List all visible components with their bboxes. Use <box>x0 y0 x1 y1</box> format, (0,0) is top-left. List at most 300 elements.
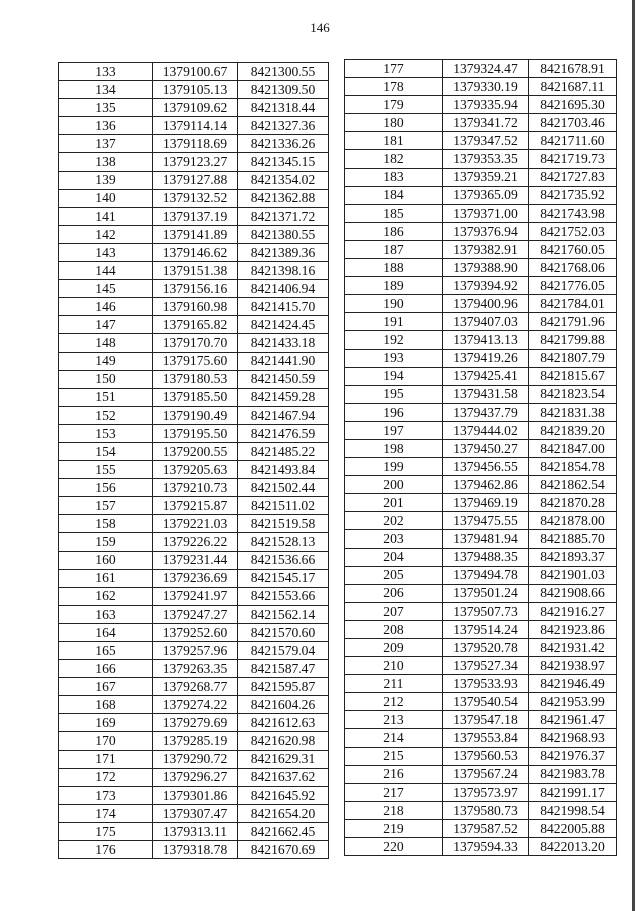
table-row <box>345 150 617 168</box>
table-row <box>345 204 617 222</box>
point-number-cell: 185 <box>345 204 443 222</box>
y-coordinate-cell: 8421502.44 <box>238 479 329 497</box>
table-row <box>59 479 329 497</box>
y-coordinate-cell: 8421862.54 <box>529 476 617 494</box>
point-number-cell: 152 <box>59 406 153 424</box>
table-row <box>345 765 617 783</box>
y-coordinate-cell: 8421459.28 <box>238 388 329 406</box>
point-number-cell: 183 <box>345 168 443 186</box>
table-row <box>345 711 617 729</box>
coordinates-table-left <box>58 62 329 859</box>
x-coordinate-cell: 1379444.02 <box>443 421 529 439</box>
table-row <box>345 639 617 657</box>
point-number-cell: 163 <box>59 605 153 623</box>
x-coordinate-cell: 1379285.19 <box>153 732 238 750</box>
x-coordinate-cell: 1379456.55 <box>443 458 529 476</box>
x-coordinate-cell: 1379307.47 <box>153 804 238 822</box>
y-coordinate-cell: 8421327.36 <box>238 117 329 135</box>
table-row <box>59 841 329 859</box>
x-coordinate-cell: 1379236.69 <box>153 569 238 587</box>
table-row <box>59 822 329 840</box>
table-row <box>59 189 329 207</box>
y-coordinate-cell: 8421968.93 <box>529 729 617 747</box>
y-coordinate-cell: 8421776.05 <box>529 277 617 295</box>
point-number-cell: 188 <box>345 259 443 277</box>
x-coordinate-cell: 1379252.60 <box>153 623 238 641</box>
point-number-cell: 209 <box>345 639 443 657</box>
point-number-cell: 162 <box>59 587 153 605</box>
x-coordinate-cell: 1379290.72 <box>153 750 238 768</box>
x-coordinate-cell: 1379257.96 <box>153 642 238 660</box>
y-coordinate-cell: 8421433.18 <box>238 334 329 352</box>
y-coordinate-cell: 8421511.02 <box>238 497 329 515</box>
point-number-cell: 154 <box>59 442 153 460</box>
y-coordinate-cell: 8421719.73 <box>529 150 617 168</box>
x-coordinate-cell: 1379501.24 <box>443 584 529 602</box>
table-row <box>59 63 329 81</box>
table-row <box>345 620 617 638</box>
x-coordinate-cell: 1379301.86 <box>153 786 238 804</box>
point-number-cell: 193 <box>345 349 443 367</box>
point-number-cell: 164 <box>59 623 153 641</box>
point-number-cell: 149 <box>59 352 153 370</box>
point-number-cell: 168 <box>59 696 153 714</box>
x-coordinate-cell: 1379533.93 <box>443 675 529 693</box>
x-coordinate-cell: 1379330.19 <box>443 78 529 96</box>
table-row <box>59 99 329 117</box>
x-coordinate-cell: 1379241.97 <box>153 587 238 605</box>
x-coordinate-cell: 1379118.69 <box>153 135 238 153</box>
y-coordinate-cell: 8421485.22 <box>238 442 329 460</box>
table-row <box>59 117 329 135</box>
point-number-cell: 157 <box>59 497 153 515</box>
table-row <box>345 277 617 295</box>
y-coordinate-cell: 8421545.17 <box>238 569 329 587</box>
y-coordinate-cell: 8421815.67 <box>529 367 617 385</box>
x-coordinate-cell: 1379419.26 <box>443 349 529 367</box>
x-coordinate-cell: 1379376.94 <box>443 222 529 240</box>
y-coordinate-cell: 8421839.20 <box>529 421 617 439</box>
y-coordinate-cell: 8421441.90 <box>238 352 329 370</box>
x-coordinate-cell: 1379274.22 <box>153 696 238 714</box>
table-row <box>345 421 617 439</box>
point-number-cell: 142 <box>59 225 153 243</box>
table-row <box>59 207 329 225</box>
point-number-cell: 137 <box>59 135 153 153</box>
x-coordinate-cell: 1379347.52 <box>443 132 529 150</box>
x-coordinate-cell: 1379469.19 <box>443 494 529 512</box>
table-row <box>59 243 329 261</box>
x-coordinate-cell: 1379488.35 <box>443 548 529 566</box>
point-number-cell: 143 <box>59 243 153 261</box>
x-coordinate-cell: 1379567.24 <box>443 765 529 783</box>
y-coordinate-cell: 8421743.98 <box>529 204 617 222</box>
x-coordinate-cell: 1379407.03 <box>443 313 529 331</box>
point-number-cell: 182 <box>345 150 443 168</box>
table-row <box>345 96 617 114</box>
y-coordinate-cell: 8422013.20 <box>529 838 617 856</box>
table-row <box>59 370 329 388</box>
x-coordinate-cell: 1379450.27 <box>443 439 529 457</box>
table-row <box>59 262 329 280</box>
point-number-cell: 175 <box>59 822 153 840</box>
y-coordinate-cell: 8421579.04 <box>238 642 329 660</box>
table-row <box>345 367 617 385</box>
table-row <box>59 406 329 424</box>
point-number-cell: 200 <box>345 476 443 494</box>
table-row <box>59 352 329 370</box>
table-row <box>59 551 329 569</box>
table-row <box>345 439 617 457</box>
point-number-cell: 194 <box>345 367 443 385</box>
point-number-cell: 147 <box>59 316 153 334</box>
table-row <box>345 114 617 132</box>
table-row <box>59 424 329 442</box>
x-coordinate-cell: 1379335.94 <box>443 96 529 114</box>
point-number-cell: 213 <box>345 711 443 729</box>
y-coordinate-cell: 8421847.00 <box>529 439 617 457</box>
point-number-cell: 133 <box>59 63 153 81</box>
y-coordinate-cell: 8421467.94 <box>238 406 329 424</box>
x-coordinate-cell: 1379205.63 <box>153 461 238 479</box>
point-number-cell: 138 <box>59 153 153 171</box>
x-coordinate-cell: 1379279.69 <box>153 714 238 732</box>
table-row <box>345 186 617 204</box>
point-number-cell: 195 <box>345 385 443 403</box>
point-number-cell: 180 <box>345 114 443 132</box>
x-coordinate-cell: 1379560.53 <box>443 747 529 765</box>
y-coordinate-cell: 8421923.86 <box>529 620 617 638</box>
y-coordinate-cell: 8421784.01 <box>529 295 617 313</box>
y-coordinate-cell: 8421536.66 <box>238 551 329 569</box>
x-coordinate-cell: 1379400.96 <box>443 295 529 313</box>
x-coordinate-cell: 1379185.50 <box>153 388 238 406</box>
y-coordinate-cell: 8421931.42 <box>529 639 617 657</box>
point-number-cell: 136 <box>59 117 153 135</box>
y-coordinate-cell: 8421371.72 <box>238 207 329 225</box>
x-coordinate-cell: 1379341.72 <box>443 114 529 132</box>
table-row <box>345 530 617 548</box>
y-coordinate-cell: 8421380.55 <box>238 225 329 243</box>
point-number-cell: 134 <box>59 81 153 99</box>
table-row <box>59 334 329 352</box>
table-row <box>59 280 329 298</box>
y-coordinate-cell: 8421953.99 <box>529 693 617 711</box>
table-row <box>345 512 617 530</box>
point-number-cell: 218 <box>345 801 443 819</box>
y-coordinate-cell: 8421916.27 <box>529 602 617 620</box>
table-row <box>59 442 329 460</box>
y-coordinate-cell: 8421562.14 <box>238 605 329 623</box>
point-number-cell: 210 <box>345 657 443 675</box>
x-coordinate-cell: 1379540.54 <box>443 693 529 711</box>
x-coordinate-cell: 1379359.21 <box>443 168 529 186</box>
x-coordinate-cell: 1379413.13 <box>443 331 529 349</box>
y-coordinate-cell: 8421961.47 <box>529 711 617 729</box>
table-row <box>345 403 617 421</box>
point-number-cell: 172 <box>59 768 153 786</box>
y-coordinate-cell: 8421645.92 <box>238 786 329 804</box>
point-number-cell: 148 <box>59 334 153 352</box>
table-row <box>59 660 329 678</box>
x-coordinate-cell: 1379353.35 <box>443 150 529 168</box>
y-coordinate-cell: 8421528.13 <box>238 533 329 551</box>
table-row <box>345 168 617 186</box>
table-row <box>59 81 329 99</box>
x-coordinate-cell: 1379507.73 <box>443 602 529 620</box>
x-coordinate-cell: 1379114.14 <box>153 117 238 135</box>
x-coordinate-cell: 1379200.55 <box>153 442 238 460</box>
table-row <box>59 316 329 334</box>
point-number-cell: 220 <box>345 838 443 856</box>
x-coordinate-cell: 1379437.79 <box>443 403 529 421</box>
table-row <box>59 768 329 786</box>
x-coordinate-cell: 1379580.73 <box>443 801 529 819</box>
point-number-cell: 201 <box>345 494 443 512</box>
table-row <box>59 605 329 623</box>
point-number-cell: 215 <box>345 747 443 765</box>
table-row <box>59 225 329 243</box>
x-coordinate-cell: 1379527.34 <box>443 657 529 675</box>
y-coordinate-cell: 8421854.78 <box>529 458 617 476</box>
scan-edge-line <box>632 0 635 911</box>
y-coordinate-cell: 8421823.54 <box>529 385 617 403</box>
table-row <box>59 461 329 479</box>
y-coordinate-cell: 8421570.60 <box>238 623 329 641</box>
point-number-cell: 155 <box>59 461 153 479</box>
table-row <box>345 331 617 349</box>
y-coordinate-cell: 8421893.37 <box>529 548 617 566</box>
table-row <box>345 584 617 602</box>
x-coordinate-cell: 1379594.33 <box>443 838 529 856</box>
point-number-cell: 202 <box>345 512 443 530</box>
point-number-cell: 177 <box>345 60 443 78</box>
x-coordinate-cell: 1379109.62 <box>153 99 238 117</box>
x-coordinate-cell: 1379296.27 <box>153 768 238 786</box>
y-coordinate-cell: 8421424.45 <box>238 316 329 334</box>
point-number-cell: 153 <box>59 424 153 442</box>
table-row <box>59 388 329 406</box>
x-coordinate-cell: 1379127.88 <box>153 171 238 189</box>
point-number-cell: 170 <box>59 732 153 750</box>
point-number-cell: 186 <box>345 222 443 240</box>
x-coordinate-cell: 1379146.62 <box>153 243 238 261</box>
y-coordinate-cell: 8421678.91 <box>529 60 617 78</box>
y-coordinate-cell: 8421519.58 <box>238 515 329 533</box>
y-coordinate-cell: 8421703.46 <box>529 114 617 132</box>
x-coordinate-cell: 1379475.55 <box>443 512 529 530</box>
y-coordinate-cell: 8421695.30 <box>529 96 617 114</box>
y-coordinate-cell: 8421637.62 <box>238 768 329 786</box>
table-row <box>345 349 617 367</box>
y-coordinate-cell: 8422005.88 <box>529 819 617 837</box>
y-coordinate-cell: 8421493.84 <box>238 461 329 479</box>
x-coordinate-cell: 1379100.67 <box>153 63 238 81</box>
point-number-cell: 206 <box>345 584 443 602</box>
point-number-cell: 139 <box>59 171 153 189</box>
point-number-cell: 146 <box>59 298 153 316</box>
table-row <box>59 750 329 768</box>
point-number-cell: 217 <box>345 783 443 801</box>
point-number-cell: 214 <box>345 729 443 747</box>
y-coordinate-cell: 8421901.03 <box>529 566 617 584</box>
point-number-cell: 196 <box>345 403 443 421</box>
y-coordinate-cell: 8421595.87 <box>238 678 329 696</box>
table-row <box>59 587 329 605</box>
table-row <box>345 783 617 801</box>
table-row <box>345 259 617 277</box>
x-coordinate-cell: 1379141.89 <box>153 225 238 243</box>
point-number-cell: 216 <box>345 765 443 783</box>
point-number-cell: 203 <box>345 530 443 548</box>
x-coordinate-cell: 1379553.84 <box>443 729 529 747</box>
y-coordinate-cell: 8421406.94 <box>238 280 329 298</box>
point-number-cell: 192 <box>345 331 443 349</box>
point-number-cell: 187 <box>345 240 443 258</box>
x-coordinate-cell: 1379247.27 <box>153 605 238 623</box>
y-coordinate-cell: 8421807.79 <box>529 349 617 367</box>
y-coordinate-cell: 8421300.55 <box>238 63 329 81</box>
x-coordinate-cell: 1379231.44 <box>153 551 238 569</box>
x-coordinate-cell: 1379318.78 <box>153 841 238 859</box>
point-number-cell: 212 <box>345 693 443 711</box>
point-number-cell: 178 <box>345 78 443 96</box>
x-coordinate-cell: 1379388.90 <box>443 259 529 277</box>
y-coordinate-cell: 8421318.44 <box>238 99 329 117</box>
y-coordinate-cell: 8421983.78 <box>529 765 617 783</box>
y-coordinate-cell: 8421735.92 <box>529 186 617 204</box>
x-coordinate-cell: 1379263.35 <box>153 660 238 678</box>
table-row <box>345 838 617 856</box>
y-coordinate-cell: 8421389.36 <box>238 243 329 261</box>
x-coordinate-cell: 1379156.16 <box>153 280 238 298</box>
table-row <box>345 747 617 765</box>
table-row <box>345 675 617 693</box>
table-row <box>59 298 329 316</box>
x-coordinate-cell: 1379180.53 <box>153 370 238 388</box>
table-row <box>59 696 329 714</box>
table-row <box>345 693 617 711</box>
point-number-cell: 156 <box>59 479 153 497</box>
point-number-cell: 211 <box>345 675 443 693</box>
y-coordinate-cell: 8421885.70 <box>529 530 617 548</box>
table-row <box>345 78 617 96</box>
point-number-cell: 197 <box>345 421 443 439</box>
x-coordinate-cell: 1379494.78 <box>443 566 529 584</box>
x-coordinate-cell: 1379520.78 <box>443 639 529 657</box>
x-coordinate-cell: 1379431.58 <box>443 385 529 403</box>
y-coordinate-cell: 8421831.38 <box>529 403 617 421</box>
point-number-cell: 140 <box>59 189 153 207</box>
point-number-cell: 165 <box>59 642 153 660</box>
table-row <box>59 153 329 171</box>
x-coordinate-cell: 1379105.13 <box>153 81 238 99</box>
point-number-cell: 219 <box>345 819 443 837</box>
point-number-cell: 190 <box>345 295 443 313</box>
point-number-cell: 161 <box>59 569 153 587</box>
y-coordinate-cell: 8421946.49 <box>529 675 617 693</box>
y-coordinate-cell: 8421711.60 <box>529 132 617 150</box>
point-number-cell: 199 <box>345 458 443 476</box>
y-coordinate-cell: 8421976.37 <box>529 747 617 765</box>
y-coordinate-cell: 8421362.88 <box>238 189 329 207</box>
page-number: 146 <box>310 20 330 35</box>
x-coordinate-cell: 1379151.38 <box>153 262 238 280</box>
y-coordinate-cell: 8421450.59 <box>238 370 329 388</box>
y-coordinate-cell: 8421398.16 <box>238 262 329 280</box>
table-row <box>59 786 329 804</box>
table-row <box>59 804 329 822</box>
y-coordinate-cell: 8421870.28 <box>529 494 617 512</box>
point-number-cell: 191 <box>345 313 443 331</box>
table-row <box>345 729 617 747</box>
point-number-cell: 179 <box>345 96 443 114</box>
table-row <box>59 497 329 515</box>
table-row <box>59 642 329 660</box>
point-number-cell: 204 <box>345 548 443 566</box>
x-coordinate-cell: 1379215.87 <box>153 497 238 515</box>
point-number-cell: 189 <box>345 277 443 295</box>
x-coordinate-cell: 1379425.41 <box>443 367 529 385</box>
point-number-cell: 205 <box>345 566 443 584</box>
y-coordinate-cell: 8421415.70 <box>238 298 329 316</box>
table-row <box>345 458 617 476</box>
table-row <box>345 313 617 331</box>
point-number-cell: 141 <box>59 207 153 225</box>
point-number-cell: 208 <box>345 620 443 638</box>
point-number-cell: 176 <box>59 841 153 859</box>
y-coordinate-cell: 8421612.63 <box>238 714 329 732</box>
point-number-cell: 173 <box>59 786 153 804</box>
table-row <box>59 515 329 533</box>
x-coordinate-cell: 1379175.60 <box>153 352 238 370</box>
table-row <box>345 385 617 403</box>
point-number-cell: 144 <box>59 262 153 280</box>
table-row <box>59 569 329 587</box>
x-coordinate-cell: 1379123.27 <box>153 153 238 171</box>
y-coordinate-cell: 8421620.98 <box>238 732 329 750</box>
x-coordinate-cell: 1379170.70 <box>153 334 238 352</box>
x-coordinate-cell: 1379514.24 <box>443 620 529 638</box>
x-coordinate-cell: 1379268.77 <box>153 678 238 696</box>
x-coordinate-cell: 1379160.98 <box>153 298 238 316</box>
y-coordinate-cell: 8421336.26 <box>238 135 329 153</box>
x-coordinate-cell: 1379190.49 <box>153 406 238 424</box>
x-coordinate-cell: 1379165.82 <box>153 316 238 334</box>
x-coordinate-cell: 1379365.09 <box>443 186 529 204</box>
table-row <box>345 801 617 819</box>
point-number-cell: 174 <box>59 804 153 822</box>
point-number-cell: 171 <box>59 750 153 768</box>
table-row <box>345 240 617 258</box>
table-row <box>345 295 617 313</box>
x-coordinate-cell: 1379137.19 <box>153 207 238 225</box>
table-row <box>59 623 329 641</box>
table-row <box>345 657 617 675</box>
point-number-cell: 198 <box>345 439 443 457</box>
y-coordinate-cell: 8421345.15 <box>238 153 329 171</box>
y-coordinate-cell: 8421354.02 <box>238 171 329 189</box>
coordinates-table-right <box>344 59 617 856</box>
x-coordinate-cell: 1379371.00 <box>443 204 529 222</box>
table-row <box>59 533 329 551</box>
x-coordinate-cell: 1379226.22 <box>153 533 238 551</box>
y-coordinate-cell: 8421727.83 <box>529 168 617 186</box>
point-number-cell: 150 <box>59 370 153 388</box>
x-coordinate-cell: 1379587.52 <box>443 819 529 837</box>
y-coordinate-cell: 8421662.45 <box>238 822 329 840</box>
y-coordinate-cell: 8421604.26 <box>238 696 329 714</box>
